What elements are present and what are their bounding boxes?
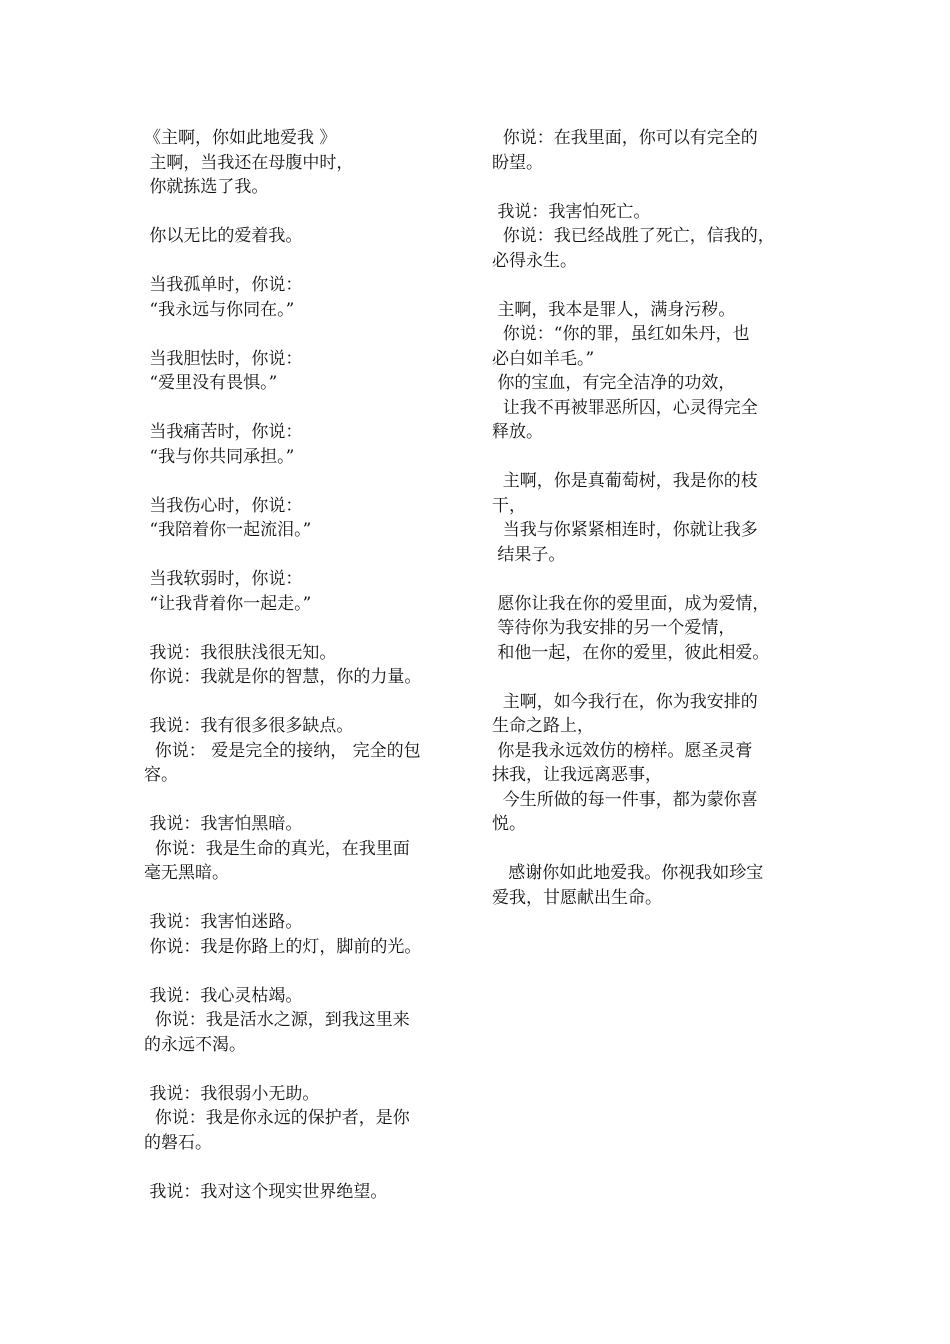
text-line: 我说：我很肤浅很无知。: [144, 642, 337, 663]
text-line: 当我软弱时，你说：: [144, 569, 303, 589]
blank-line: [144, 249, 464, 274]
blank-line: [144, 788, 464, 813]
text-line: 你说：我是活水之源，到我这里来: [144, 1010, 410, 1030]
text-line: “爱里没有畏惧。”: [144, 373, 278, 393]
text-line: 必白如羊毛。”: [492, 348, 595, 369]
text-line: 我说：我有很多很多缺点。: [144, 716, 354, 736]
text-line: 爱我，甘愿献出生命。: [492, 887, 662, 908]
text-line: 主啊，我本是罪人，满身污秽。: [492, 299, 736, 320]
blank-line: [144, 959, 464, 984]
text-line: 你说：我是你永远的保护者，是你: [144, 1108, 410, 1128]
blank-line: [492, 175, 812, 200]
text-line: “我陪着你一起流泪。”: [144, 520, 312, 540]
text-line: “我永远与你同在。”: [144, 299, 295, 320]
blank-line: [144, 1057, 464, 1082]
text-line: 当我孤单时，你说：: [144, 275, 303, 295]
text-line: 你说：我是你路上的灯，脚前的光。: [144, 936, 422, 957]
blank-line: [492, 273, 812, 298]
text-line: 我说：我害怕黑暗。: [144, 814, 303, 834]
text-line: “我与你共同承担。”: [144, 446, 295, 467]
blank-line: [144, 322, 464, 347]
text-line: 你说：我就是你的智慧，你的力量。: [144, 667, 422, 687]
text-line: “让我背着你一起走。”: [144, 593, 312, 614]
text-line: 生命之路上，: [492, 716, 594, 736]
text-line: 我说：我害怕死亡。: [492, 201, 651, 222]
text-line: 当我伤心时，你说：: [144, 495, 303, 516]
text-line: 你以无比的爱着我。: [144, 226, 303, 246]
text-line: 毫无黑暗。: [144, 863, 229, 883]
text-line: 你的宝血，有完全洁净的功效，: [492, 373, 736, 393]
blank-line: [144, 690, 464, 715]
text-line: 我说：我很弱小无助。: [144, 1083, 320, 1104]
right-text-column: [492, 126, 812, 910]
blank-line: [492, 567, 812, 592]
text-line: 你就拣选了我。: [144, 177, 269, 197]
blank-line: [144, 200, 464, 225]
blank-line: [492, 445, 812, 470]
blank-line: [144, 396, 464, 421]
text-line: 你说：“你的罪，虽红如朱丹，也: [492, 324, 750, 344]
text-line: 你说：在我里面，你可以有完全的: [492, 128, 758, 148]
text-line: 释放。: [492, 422, 543, 442]
text-line: 我说：我对这个现实世界绝望。: [144, 1181, 388, 1202]
text-line: 悦。: [492, 814, 526, 834]
text-line: 容。: [144, 765, 178, 785]
text-line: 和他一起，在你的爱里，彼此相爱。: [492, 642, 770, 663]
text-line: 你是我永远效仿的榜样。愿圣灵膏: [492, 740, 753, 761]
blank-line: [144, 886, 464, 911]
text-line: 抹我，让我远离恶事，: [492, 765, 662, 785]
text-line: 主啊，如今我行在，你为我安排的: [492, 691, 758, 712]
blank-line: [144, 616, 464, 641]
text-line: 你说：我已经战胜了死亡，信我的，: [492, 226, 775, 246]
blank-line: [144, 469, 464, 494]
blank-line: [492, 837, 812, 862]
text-line: 结果子。: [492, 544, 566, 565]
text-line: 等待你为我安排的另一个爱情，: [492, 618, 736, 638]
blank-line: [492, 665, 812, 690]
text-line: 干，: [492, 495, 526, 516]
text-line: 当我与你紧紧相连时，你就让我多: [492, 520, 758, 540]
text-line: 让我不再被罪恶所囚，心灵得完全: [492, 397, 758, 418]
text-line: 我说：我害怕迷路。: [144, 912, 303, 932]
text-line: 盼望。: [492, 152, 543, 173]
blank-line: [144, 1155, 464, 1180]
text-line: 愿你让我在你的爱里面，成为爱情，: [492, 593, 770, 614]
text-line: 主啊，你是真葡萄树，我是你的枝: [492, 471, 758, 491]
text-line: 我说：我心灵枯竭。: [144, 985, 303, 1006]
text-line: 当我痛苦时，你说：: [144, 422, 303, 442]
text-line: 你说： 爱是完全的接纳， 完全的包: [144, 740, 421, 761]
text-line: 感谢你如此地爱我。你视我如珍宝: [492, 863, 764, 883]
text-line: 主啊，当我还在母腹中时，: [144, 152, 354, 173]
text-line: 的永远不渴。: [144, 1034, 246, 1055]
text-line: 的磐石。: [144, 1132, 212, 1153]
blank-line: [144, 543, 464, 568]
text-line: 《主啊，你如此地爱我 》: [144, 128, 337, 148]
left-text-column: [144, 126, 464, 1204]
text-line: 你说：我是生命的真光，在我里面: [144, 838, 410, 859]
text-line: 必得永生。: [492, 250, 577, 271]
text-line: 今生所做的每一件事，都为蒙你喜: [492, 789, 758, 810]
text-line: 当我胆怯时，你说：: [144, 348, 303, 369]
